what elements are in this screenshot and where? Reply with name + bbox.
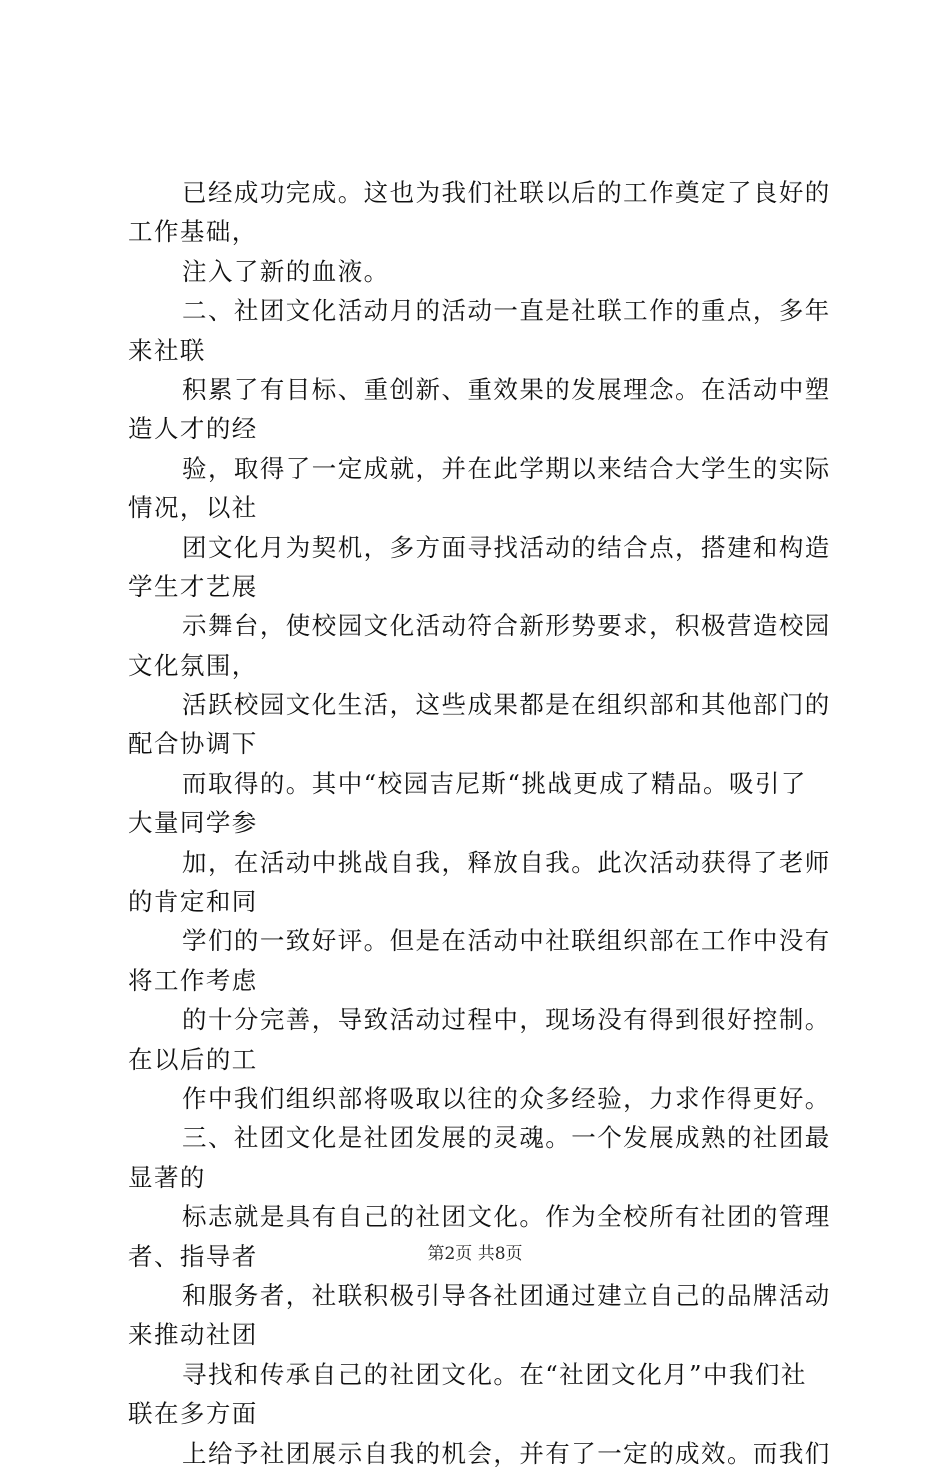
text-line: 三、社团文化是社团发展的灵魂。一个发展成熟的社团最 [182, 1123, 831, 1153]
text-line: 来推动社团 [128, 1320, 258, 1350]
text-line: 验，取得了一定成就，并在此学期以来结合大学生的实际 [182, 453, 831, 483]
text-line: 的肯定和同 [128, 887, 258, 917]
text-line: 配合协调下 [128, 729, 258, 759]
page-footer: 第2页 共8页 [427, 1244, 523, 1264]
text-line: 来社联 [128, 335, 206, 365]
text-line: 寻找和传承自己的社团文化。在“社团文化月”中我们社 [182, 1359, 807, 1389]
text-line: 学们的一致好评。但是在活动中社联组织部在工作中没有 [182, 926, 831, 956]
text-line: 加，在活动中挑战自我，释放自我。此次活动获得了老师 [182, 847, 831, 877]
text-line: 学生才艺展 [128, 571, 258, 601]
text-line: 上给予社团展示自我的机会，并有了一定的成效。而我们 [182, 1438, 831, 1468]
text-line: 示舞台，使校园文化活动符合新形势要求，积极营造校园 [182, 611, 831, 641]
text-line: 和服务者，社联积极引导各社团通过建立自己的品牌活动 [182, 1280, 831, 1310]
text-line: 二、社团文化活动月的活动一直是社联工作的重点，多年 [182, 296, 831, 326]
text-line: 标志就是具有自己的社团文化。作为全校所有社团的管理 [182, 1202, 831, 1232]
body-text [128, 173, 831, 1473]
text-line: 活跃校园文化生活，这些成果都是在组织部和其他部门的 [182, 690, 831, 720]
text-line: 已经成功完成。这也为我们社联以后的工作奠定了良好的 [182, 178, 831, 207]
text-line: 而取得的。其中“校园吉尼斯“挑战更成了精品。吸引了 [182, 768, 807, 798]
text-line: 联在多方面 [128, 1399, 258, 1429]
text-line: 将工作考虑 [128, 965, 258, 995]
text-line: 注入了新的血液。 [182, 256, 390, 286]
text-line: 显著的 [128, 1162, 206, 1192]
text-line: 的十分完善，导致活动过程中，现场没有得到很好控制。 [182, 1005, 831, 1035]
text-line: 在以后的工 [128, 1044, 258, 1074]
text-line: 造人才的经 [128, 414, 258, 444]
text-line: 大量同学参 [128, 808, 258, 838]
text-line: 者、指导者 [128, 1241, 258, 1271]
text-line: 情况，以社 [128, 493, 258, 523]
text-line: 作中我们组织部将吸取以往的众多经验，力求作得更好。 [182, 1083, 831, 1113]
text-line: 文化氛围， [128, 650, 258, 680]
text-line: 积累了有目标、重创新、重效果的发展理念。在活动中塑 [182, 374, 831, 404]
text-line: 工作基础， [128, 217, 258, 247]
text-line: 团文化月为契机，多方面寻找活动的结合点，搭建和构造 [182, 532, 831, 562]
